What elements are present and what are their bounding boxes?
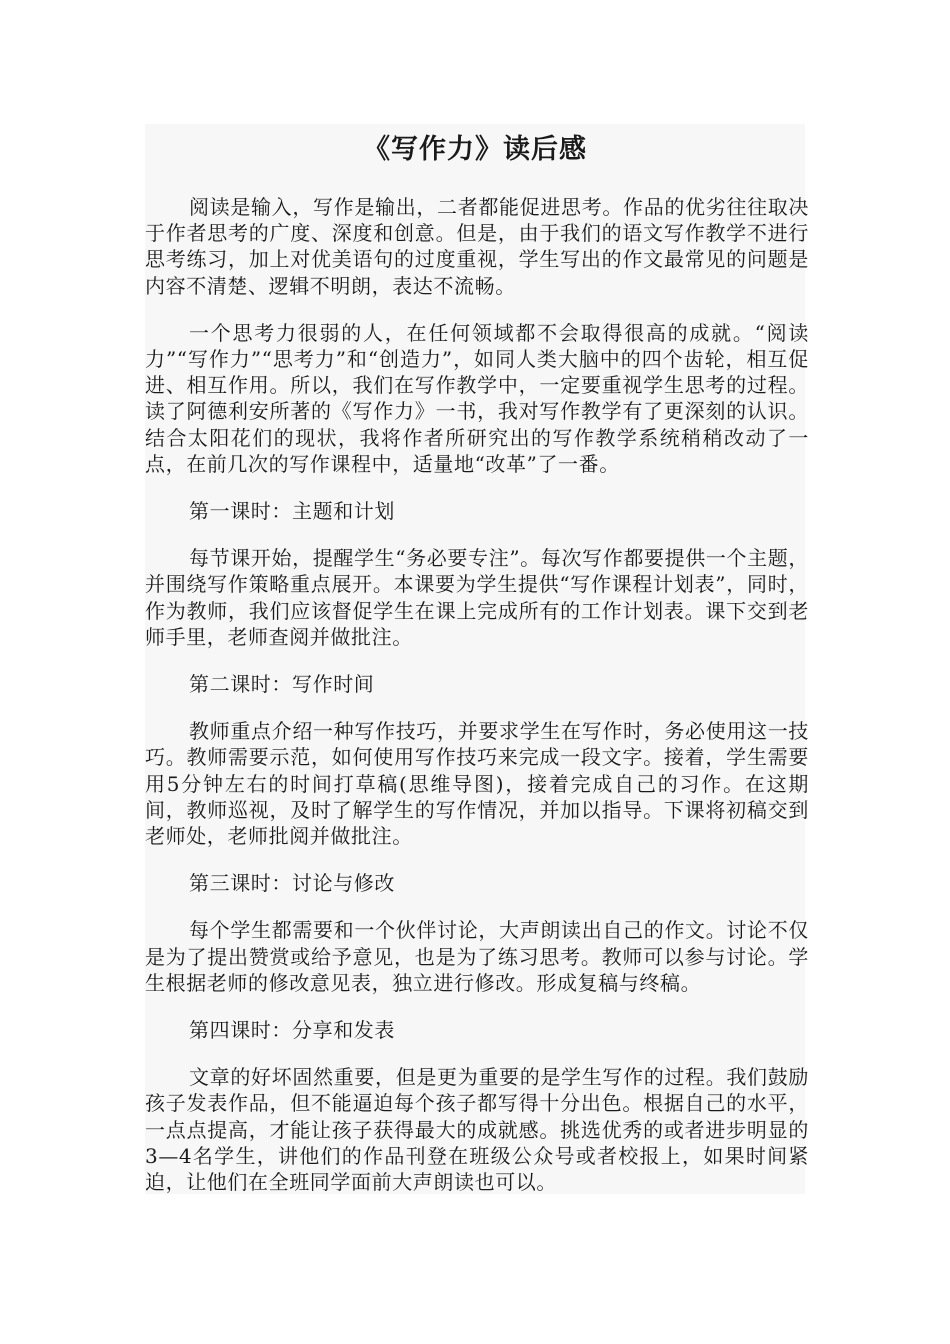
paragraph-thinking: 一个思考力很弱的人，在任何领域都不会取得很高的成就。“阅读力”“写作力”“思考力”和“创造力”，如同人类大脑中的四个齿轮，相互促进、相互作用。所以，我们在写作教学中，一定要重视学生思考的过程。读了阿德利安所著的《写作力》一书，我对写作教学有了更深刻的认识。结合太阳花们的现状，我将作者所研究出的写作教学系统稍稍改动了一点，在前几次的写作课程中，适量地“改革”了一番。 <box>145 320 809 476</box>
paragraph-lesson-1: 每节课开始，提醒学生“务必要专注”。每次写作都要提供一个主题，并围绕写作策略重点展开。本课要为学生提供“写作课程计划表”，同时，作为教师，我们应该督促学生在课上完成所有的工作计划表。课下交到老师手里，老师查阅并做批注。 <box>145 546 809 649</box>
section-heading-lesson-4: 第四课时：分享和发表 <box>189 1018 395 1043</box>
document-body <box>145 194 809 1216</box>
paragraph-intro: 阅读是输入，写作是输出，二者都能促进思考。作品的优劣往往取决于作者思考的广度、深度和创意。但是，由于我们的语文写作教学不进行思考练习，加上对优美语句的过度重视，学生写出的作文最常见的问题是内容不清楚、逻辑不明朗，表达不流畅。 <box>145 195 809 298</box>
section-heading-lesson-2: 第二课时：写作时间 <box>189 672 375 697</box>
paragraph-lesson-2: 教师重点介绍一种写作技巧，并要求学生在写作时，务必使用这一技巧。教师需要示范，如何使用写作技巧来完成一段文字。接着，学生需要用5分钟左右的时间打草稿(思维导图)，接着完成自己的习作。在这期间，教师巡视，及时了解学生的写作情况，并加以指导。下课将初稿交到老师处，老师批阅并做批注。 <box>145 719 809 849</box>
paragraph-lesson-3: 每个学生都需要和一个伙伴讨论，大声朗读出自己的作文。讨论不仅是为了提出赞赏或给予意见，也是为了练习思考。教师可以参与讨论。学生根据老师的修改意见表，独立进行修改。形成复稿与终稿。 <box>145 918 809 995</box>
section-heading-lesson-3: 第三课时：讨论与修改 <box>189 871 395 896</box>
document-title: 《写作力》读后感 <box>363 134 587 165</box>
section-heading-lesson-1: 第一课时：主题和计划 <box>189 499 395 524</box>
paragraph-lesson-4: 文章的好坏固然重要，但是更为重要的是学生写作的过程。我们鼓励孩子发表作品，但不能逼迫每个孩子都写得十分出色。根据自己的水平，一点点提高，才能让孩子获得最大的成就感。挑选优秀的或者进步明显的3—4名学生，讲他们的作品刊登在班级公众号或者校报上，如果时间紧迫，让他们在全班同学面前大声朗读也可以。 <box>145 1065 809 1195</box>
